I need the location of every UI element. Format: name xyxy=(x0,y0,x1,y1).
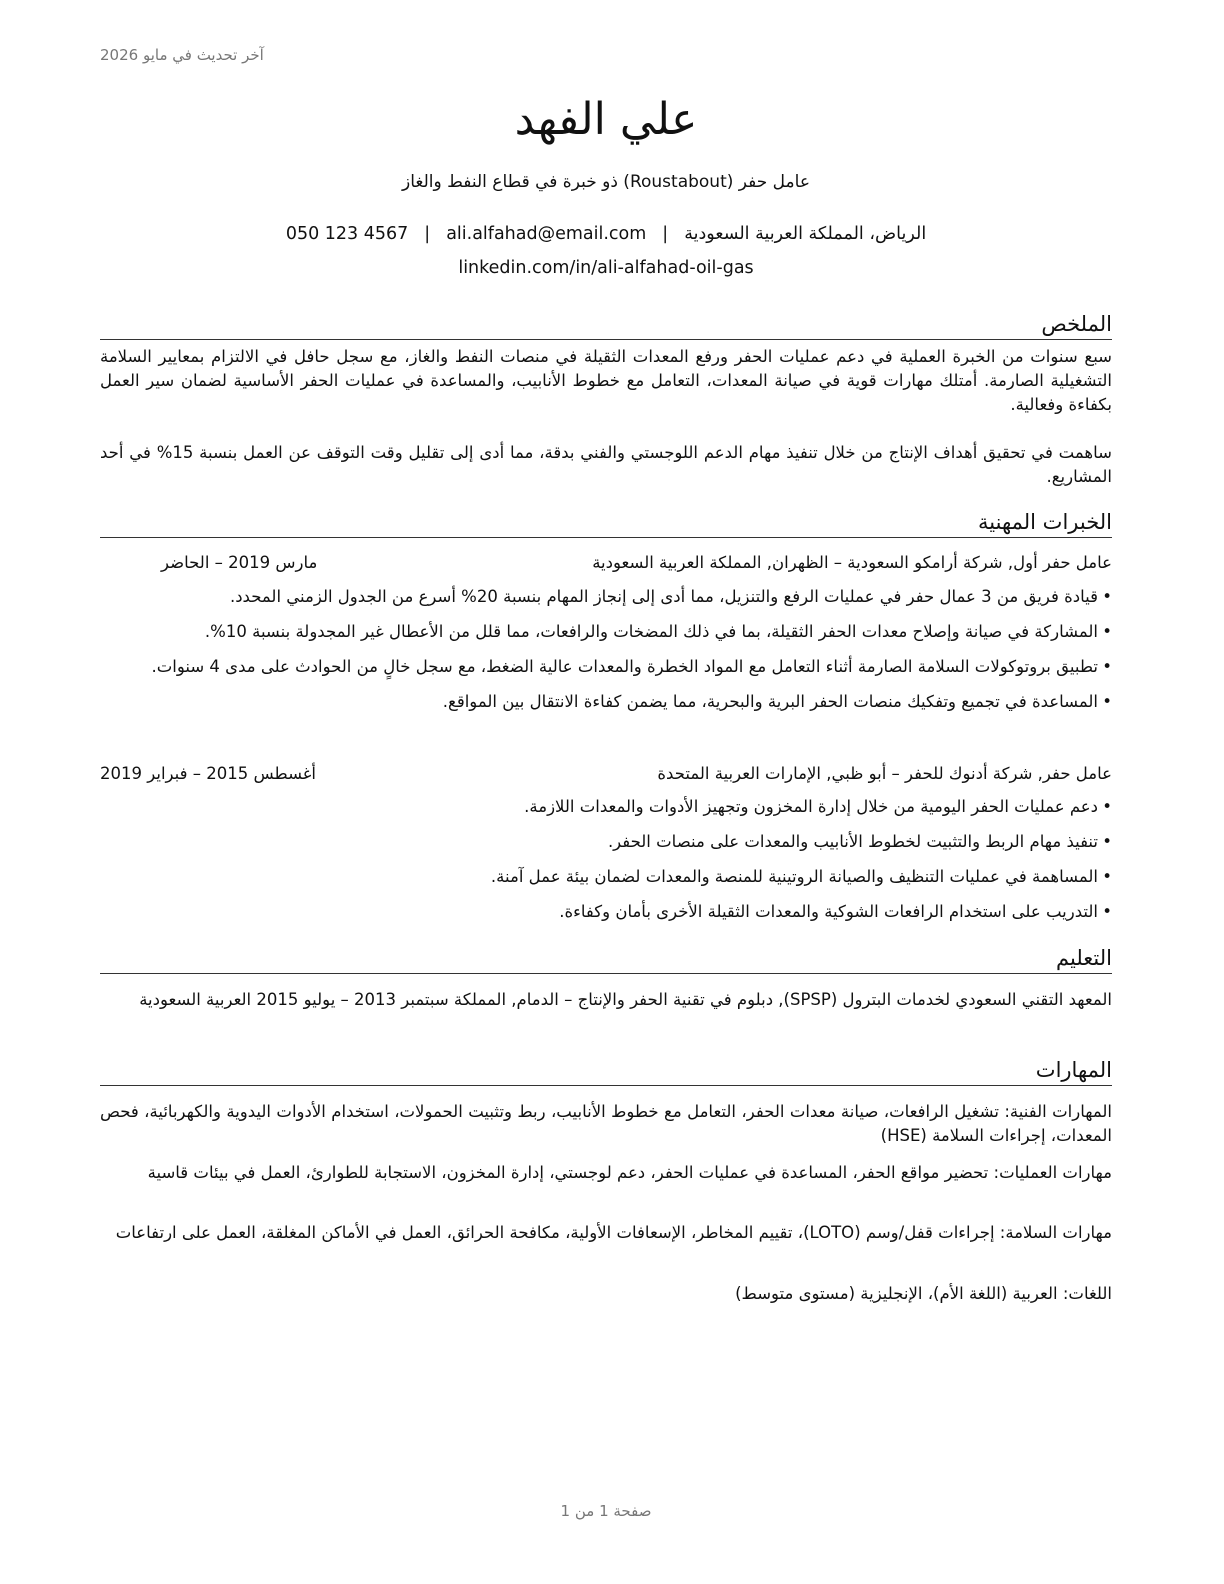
summary-heading: الملخص xyxy=(100,310,1112,340)
list-item: • تطبيق بروتوكولات السلامة الصارمة أثناء التعامل مع المواد الخطرة والمعدات عالية الضغط، مع سجل خالٍ من الحوادث على مدى 4 سنوات. xyxy=(100,655,1112,679)
last-updated: آخر تحديث في مايو 2026 xyxy=(100,46,264,64)
education-entry: المعهد التقني السعودي لخدمات البترول (SPSP), دبلوم في تقنية الحفر والإنتاج – الدمام, المملكة سبتمبر 2013 – يوليو 2015 العربية السعودية xyxy=(139,990,1112,1009)
job-header-aramco xyxy=(100,553,1112,577)
skills-operations: مهارات العمليات: تحضير مواقع الحفر، المساعدة في عمليات الحفر، دعم لوجستي، إدارة المخزون، الاستجابة للطوارئ، العمل في بيئات قاسية xyxy=(147,1163,1112,1182)
list-item: • المساهمة في عمليات التنظيف والصيانة الروتينية للمنصة والمعدات لضمان بيئة عمل آمنة. xyxy=(100,865,1112,889)
page-number: صفحة 1 من 1 xyxy=(560,1502,652,1520)
summary-paragraph-1: سبع سنوات من الخبرة العملية في دعم عمليات الحفر ورفع المعدات الثقيلة في منصات النفط والغاز، مع سجل حافل في الالتزام بمعايير السلامة التشغيلية الصارمة. أمتلك مهارات قوية في صيانة المعدات، التعامل مع خطوط الأنابيب، والمساعدة في عمليات الحفر الأساسية لضمان سير العمل بكفاءة وفعالية. xyxy=(100,347,1112,414)
contact-location: الرياض، المملكة العربية السعودية xyxy=(684,224,927,244)
resume-page xyxy=(100,0,1112,1584)
contact-phone: 050 123 4567 xyxy=(285,224,409,244)
skills-safety: مهارات السلامة: إجراءات قفل/وسم (LOTO)، تقييم المخاطر، الإسعافات الأولية، مكافحة الحرائق، العمل في الأماكن المغلقة، العمل على ارتفاعات xyxy=(115,1223,1112,1242)
skills-technical: المهارات الفنية: تشغيل الرافعات، صيانة معدات الحفر، التعامل مع خطوط الأنابيب، ربط وتثبيت الحمولات، استخدام الأدوات اليدوية والكهربائية، فحص المعدات، إجراءات السلامة (HSE) xyxy=(100,1102,1112,1145)
candidate-name: علي الفهد xyxy=(514,94,698,145)
contact-email[interactable]: ali.alfahad@email.com xyxy=(446,224,647,244)
job-bullets-aramco xyxy=(100,585,1112,725)
experience-heading: الخبرات المهنية xyxy=(100,508,1112,538)
list-item: • دعم عمليات الحفر اليومية من خلال إدارة المخزون وتجهيز الأدوات والمعدات اللازمة. xyxy=(100,795,1112,819)
job-subtitle: عامل حفر (Roustabout) ذو خبرة في قطاع النفط والغاز xyxy=(402,172,810,192)
job-title: عامل حفر, شركة أدنوك للحفر – أبو ظبي, الإمارات العربية المتحدة xyxy=(657,764,1112,783)
job-bullets-adnoc xyxy=(100,795,1112,935)
contact-separator: | xyxy=(662,224,669,244)
skills-heading: المهارات xyxy=(100,1056,1112,1086)
job-dates: مارس 2019 – الحاضر xyxy=(161,553,318,572)
job-header-adnoc xyxy=(100,764,1112,788)
job-dates: أغسطس 2015 – فبراير 2019 xyxy=(100,764,316,783)
education-heading: التعليم xyxy=(100,944,1112,974)
contact-line xyxy=(100,224,1112,244)
contact-separator: | xyxy=(424,224,431,244)
skills-languages: اللغات: العربية (اللغة الأم)، الإنجليزية (مستوى متوسط) xyxy=(735,1284,1112,1303)
summary-paragraph-2: ساهمت في تحقيق أهداف الإنتاج من خلال تنفيذ مهام الدعم اللوجستي والفني بدقة، مما أدى إلى تقليل وقت التوقف عن العمل بنسبة 15% في أحد المشاريع. xyxy=(100,443,1112,486)
list-item: • قيادة فريق من 3 عمال حفر في عمليات الرفع والتنزيل، مما أدى إلى إنجاز المهام بنسبة 20% أسرع من الجدول الزمني المحدد. xyxy=(100,585,1112,609)
list-item: • تنفيذ مهام الربط والتثبيت لخطوط الأنابيب والمعدات على منصات الحفر. xyxy=(100,830,1112,854)
list-item: • المساعدة في تجميع وتفكيك منصات الحفر البرية والبحرية، مما يضمن كفاءة الانتقال بين المواقع. xyxy=(100,690,1112,714)
job-title: عامل حفر أول, شركة أرامكو السعودية – الظهران, المملكة العربية السعودية xyxy=(592,553,1112,572)
list-item: • التدريب على استخدام الرافعات الشوكية والمعدات الثقيلة الأخرى بأمان وكفاءة. xyxy=(100,900,1112,924)
linkedin-link[interactable]: linkedin.com/in/ali-alfahad-oil-gas xyxy=(458,258,754,278)
list-item: • المشاركة في صيانة وإصلاح معدات الحفر الثقيلة، بما في ذلك المضخات والرافعات، مما قلل من الأعطال غير المجدولة بنسبة 10%. xyxy=(100,620,1112,644)
